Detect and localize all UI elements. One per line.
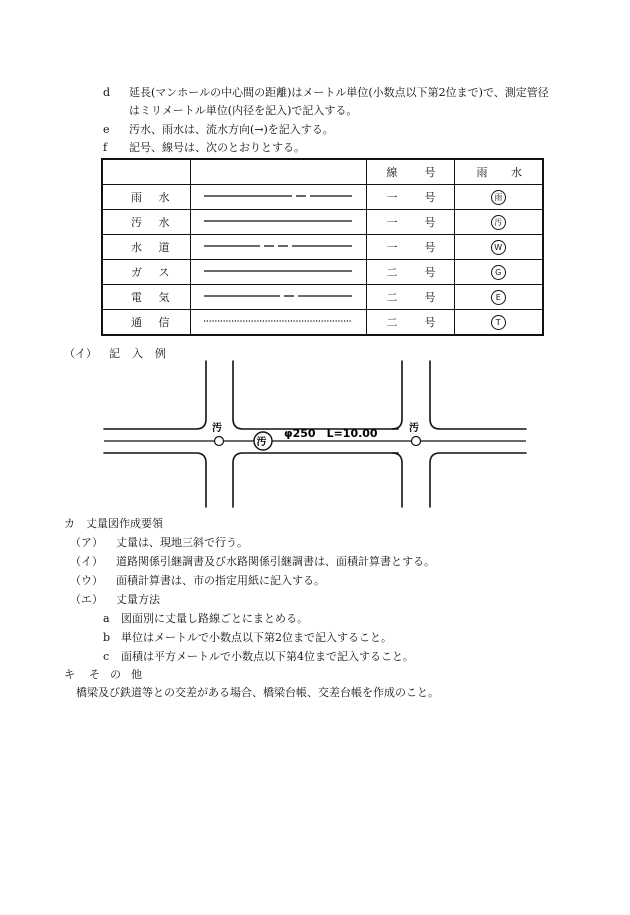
row-symbol <box>454 235 543 260</box>
section-ka-subitem <box>103 650 414 664</box>
subitem-text: 単位はメートルで小数点以下第2位まで記入すること。 <box>121 631 392 644</box>
row-line-no <box>366 235 454 260</box>
row-line-sample <box>190 235 366 260</box>
section-e-text: 汚水、雨水は、流水方向(→)を記入する。 <box>129 123 334 136</box>
section-d-marker: d <box>103 86 111 99</box>
row-name-b: 水 <box>158 191 170 204</box>
row-num: 一 <box>386 191 398 204</box>
row-name <box>102 235 190 260</box>
table-header-row <box>102 159 543 185</box>
row-name-a: 通 <box>131 316 142 329</box>
subitem-marker: c <box>103 650 110 663</box>
row-go: 号 <box>424 291 436 304</box>
row-line-sample <box>190 210 366 235</box>
row-line-sample <box>190 310 366 336</box>
row-name-a: 電 <box>131 291 142 304</box>
row-symbol <box>454 285 543 310</box>
row-line-sample <box>190 285 366 310</box>
item-text: 道路関係引継調書及び水路関係引継調書は、面積計算書とする。 <box>116 555 435 568</box>
header-line <box>190 159 366 185</box>
section-f <box>103 141 305 155</box>
header-name <box>102 159 190 185</box>
header-rain-b: 水 <box>511 166 522 179</box>
section-ki-title-d: 他 <box>131 668 142 681</box>
section-ki-title-c: の <box>110 668 121 681</box>
row-name <box>102 210 190 235</box>
row-name-b: 道 <box>158 241 170 254</box>
row-line-no <box>366 210 454 235</box>
row-symbol <box>454 310 543 336</box>
line-sample <box>204 216 352 226</box>
row-num: 二 <box>386 291 398 304</box>
row-num: 二 <box>386 316 398 329</box>
manhole-left-label: 汚 <box>212 423 222 434</box>
example-label-a: （イ） <box>64 347 97 360</box>
sewer-symbol-text: 汚 <box>256 437 267 448</box>
row-name <box>102 185 190 210</box>
road-edge <box>233 361 398 429</box>
header-rain <box>454 159 543 185</box>
road-edge <box>430 361 526 429</box>
row-line-no <box>366 285 454 310</box>
example-label-d: 例 <box>155 347 166 360</box>
row-line-no <box>366 185 454 210</box>
section-ka-subitem <box>103 631 392 645</box>
item-marker: （ウ） <box>70 574 103 587</box>
item-text: 丈量は、現地三斜で行う。 <box>116 536 248 549</box>
line-sample <box>204 291 352 301</box>
section-ki-title <box>64 668 142 682</box>
row-line-no <box>366 260 454 285</box>
pipe-label: φ250 L=10.00 <box>284 427 378 440</box>
row-symbol <box>454 185 543 210</box>
row-name-a: 汚 <box>131 216 142 229</box>
section-d <box>103 86 549 100</box>
circled-symbol: T <box>491 315 506 330</box>
subitem-text: 面積は平方メートルで小数点以下第4位まで記入すること。 <box>121 650 414 663</box>
table-row <box>102 285 543 310</box>
row-line-sample <box>190 260 366 285</box>
section-e-marker: e <box>103 123 110 136</box>
section-ka-item <box>70 574 325 588</box>
table-row <box>102 210 543 235</box>
header-rain-a: 雨 <box>476 166 488 179</box>
line-sample <box>204 266 352 276</box>
table-row <box>102 260 543 285</box>
circled-symbol: 雨 <box>491 190 506 205</box>
manhole-right-label: 汚 <box>409 423 419 434</box>
row-name <box>102 285 190 310</box>
table-row <box>102 185 543 210</box>
section-d-line2: はミリメートル単位(内径を記入)で記入する。 <box>129 104 358 117</box>
row-go: 号 <box>424 216 436 229</box>
header-line-no-a: 線 <box>386 166 398 179</box>
row-name-b: 気 <box>158 291 170 304</box>
symbol-table <box>101 158 544 336</box>
row-name-b: 信 <box>158 316 170 329</box>
row-go: 号 <box>424 241 436 254</box>
circled-symbol: W <box>491 240 506 255</box>
row-go: 号 <box>424 266 436 279</box>
subitem-text: 図面別に丈量し路線ごとにまとめる。 <box>121 612 308 625</box>
subitem-marker: a <box>103 612 110 625</box>
header-line-no <box>366 159 454 185</box>
section-ki-title-a: キ <box>64 668 75 681</box>
circled-symbol: 汚 <box>491 215 506 230</box>
row-line-sample <box>190 185 366 210</box>
circled-symbol: G <box>491 265 506 280</box>
manhole-left <box>215 437 224 446</box>
row-name <box>102 260 190 285</box>
section-ka-title: カ 丈量図作成要領 <box>64 517 163 530</box>
row-symbol <box>454 210 543 235</box>
item-marker: （エ） <box>70 593 103 606</box>
road-edge <box>104 361 206 429</box>
road-edge <box>233 453 398 507</box>
row-name-a: ガ <box>131 266 142 279</box>
row-num: 一 <box>386 241 398 254</box>
item-text: 面積計算書は、市の指定用紙に記入する。 <box>116 574 325 587</box>
row-name-b: ス <box>158 266 170 279</box>
row-num: 一 <box>386 216 398 229</box>
item-marker: （イ） <box>70 555 103 568</box>
header-line-no-b: 号 <box>424 166 436 179</box>
row-name-a: 水 <box>131 241 142 254</box>
section-e <box>103 123 334 137</box>
example-diagram <box>0 355 630 515</box>
road-edge <box>430 453 526 507</box>
row-num: 二 <box>386 266 398 279</box>
table-row <box>102 235 543 260</box>
line-sample <box>204 241 352 251</box>
road-edge <box>392 453 402 507</box>
section-ka-item <box>70 555 435 569</box>
manhole-right <box>412 437 421 446</box>
section-ka-item <box>70 593 160 607</box>
table-row <box>102 310 543 336</box>
example-label-b: 記 <box>109 347 120 360</box>
row-line-no <box>366 310 454 336</box>
example-label-c: 入 <box>132 347 143 360</box>
subitem-marker: b <box>103 631 111 644</box>
section-ka-subitem <box>103 612 308 626</box>
section-ka-item <box>70 536 248 550</box>
item-marker: （ア） <box>70 536 103 549</box>
line-sample <box>204 191 352 201</box>
row-name-b: 水 <box>158 216 170 229</box>
row-symbol <box>454 260 543 285</box>
section-f-text: 記号、線号は、次のとおりとする。 <box>129 141 305 154</box>
section-d-line1: 延長(マンホールの中心間の距離)はメートル単位(小数点以下第2位まで)で、測定管径 <box>129 86 549 99</box>
line-sample <box>204 316 352 326</box>
row-name-a: 雨 <box>131 191 142 204</box>
row-name <box>102 310 190 336</box>
circled-symbol: E <box>491 290 506 305</box>
item-text: 丈量方法 <box>116 593 160 606</box>
road-edge <box>104 453 206 507</box>
section-f-marker: f <box>103 141 108 154</box>
row-go: 号 <box>424 191 436 204</box>
section-ki-text: 橋梁及び鉄道等との交差がある場合、橋梁台帳、交差台帳を作成のこと。 <box>76 686 439 699</box>
road-edge <box>392 361 402 429</box>
section-ki-title-b: そ <box>89 668 100 681</box>
row-go: 号 <box>424 316 436 329</box>
